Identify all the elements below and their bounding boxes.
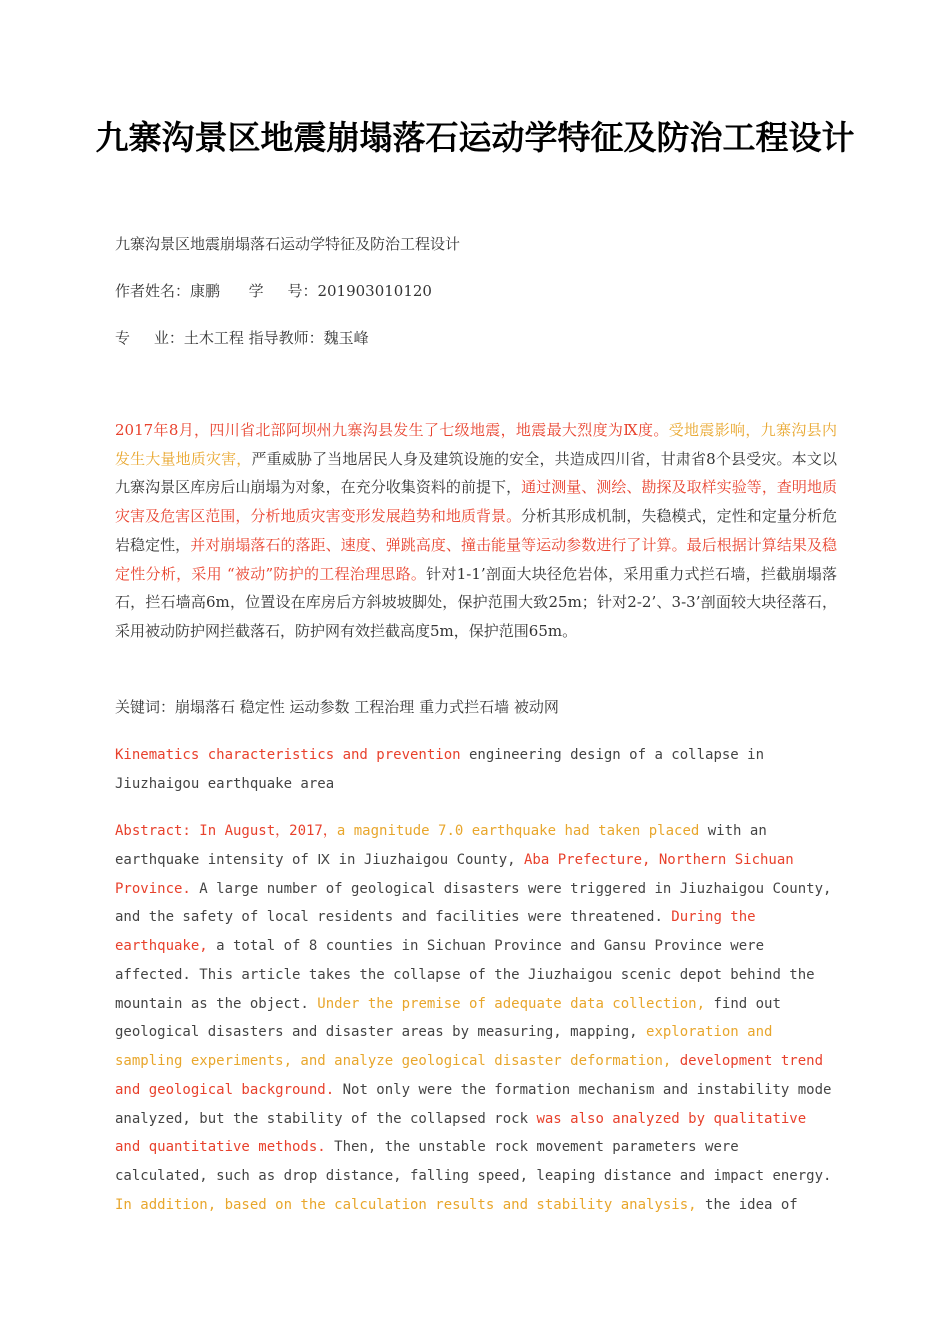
- keywords-line: 关键词：崩塌落石 稳定性 运动参数 工程治理 重力式拦石墙 被动网: [115, 698, 559, 716]
- major-line: 专 业：土木工程 指导教师：魏玉峰: [115, 329, 369, 347]
- abstract-en-segment: Then, the unstable rock movement parameters were calculated, such as drop distance, falling speed, leaping distance and impact energy.: [115, 1139, 832, 1184]
- abstract-en-segment: development trend and geological background.: [115, 1053, 824, 1098]
- abstract-en-segment: Not only were the formation mechanism and instability mode analyzed, but the stability of the collapsed rock: [115, 1081, 832, 1127]
- document-subtitle: 九寨沟景区地震崩塌落石运动学特征及防治工程设计: [115, 235, 461, 253]
- abstract-en-segment: with an earthquake intensity of Ⅸ in Jiuzhaigou County,: [115, 823, 767, 868]
- abstract-cn-segment: 2017年8月，四川省北部阿坝州九寨沟县发生了七级地震，地震最大烈度为Ⅸ度。: [115, 421, 669, 439]
- abstract-en-segment: In addition, based on the calculation results and stability analysis,: [115, 1196, 697, 1213]
- abstract-cn-segment: 分析其形成机制，失稳模式，定性和定量分析危岩稳定性，: [115, 507, 837, 554]
- abstract-en-segment: Aba Prefecture, Northern Sichuan Province.: [115, 851, 794, 897]
- abstract-en-segment: During the earthquake,: [115, 909, 756, 954]
- abstract-cn-segment: 受地震影响，九寨沟县内发生大量地质灾害，: [115, 421, 837, 468]
- abstract-en-segment: a magnitude 7.0 earthquake had taken placed: [336, 823, 700, 839]
- abstract-en-segment: exploration and sampling experiments, and analyze geological disaster deformation,: [115, 1024, 773, 1069]
- english-abstract: [115, 817, 837, 1220]
- chinese-abstract: [115, 416, 837, 646]
- abstract-en-segment: was also analyzed by qualitative and quantitative methods.: [115, 1110, 807, 1156]
- en-title-segment: engineering design of a collapse in Jiuzhaigou earthquake area: [115, 747, 765, 792]
- document-title: 九寨沟景区地震崩塌落石运动学特征及防治工程设计: [95, 118, 855, 157]
- abstract-en-segment: Abstract: In August，2017，: [115, 823, 337, 839]
- abstract-cn-segment: 针对1-1’剖面大块径危岩体，采用重力式拦石墙，拦截崩塌落石，拦石墙高6m，位置设在库房后方斜坡坡脚处，保护范围大致25m；针对2-2’、3-3’剖面较大块径落石，采用被动防护网拦截落石，防护网有效拦截高度5m，保护范围65m。: [115, 564, 837, 640]
- en-title-segment: Kinematics characteristics and prevention: [115, 747, 461, 763]
- abstract-en-segment: A large number of geological disasters were triggered in Jiuzhaigou County, and the safety of local residents and facilities were threatened.: [115, 880, 832, 926]
- english-title: [115, 741, 837, 799]
- abstract-en-segment: Under the premise of adequate data collection,: [317, 995, 706, 1012]
- abstract-cn-segment: 通过测量、测绘、勘探及取样实验等，查明地质灾害及危害区范围，分析地质灾害变形发展趋势和地质背景。: [115, 478, 837, 526]
- author-line: 作者姓名：康鹏 学 号：201903010120: [115, 282, 432, 300]
- abstract-cn-segment: 严重威胁了当地居民人身及建筑设施的安全，共造成四川省，甘肃省8个县受灾。本文以九寨沟景区库房后山崩塌为对象，在充分收集资料的前提下，: [115, 449, 837, 497]
- abstract-en-segment: a total of 8 counties in Sichuan Province and Gansu Province were affected. This article takes the collapse of the Jiuzhaigou scenic depot behind the mountain as the object.: [115, 938, 815, 1012]
- abstract-cn-segment: 并对崩塌落石的落距、速度、弹跳高度、撞击能量等运动参数进行了计算。最后根据计算结果及稳定性分析，采用 “被动”防护的工程治理思路。: [115, 535, 837, 583]
- abstract-en-segment: the idea of: [696, 1196, 798, 1213]
- abstract-en-segment: find out geological disasters and disaster areas by measuring, mapping,: [115, 995, 781, 1041]
